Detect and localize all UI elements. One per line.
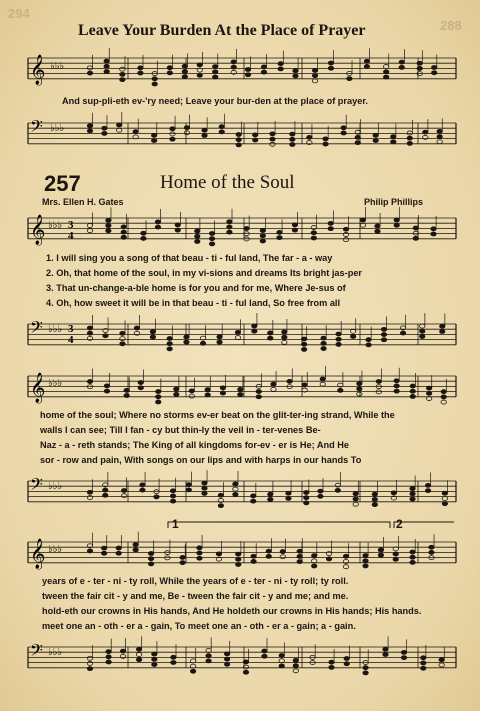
- svg-text:𝄢: 𝄢: [30, 317, 43, 341]
- svg-text:♭♭♭: ♭♭♭: [48, 220, 63, 231]
- svg-text:𝄞: 𝄞: [30, 55, 46, 85]
- verse-line: walls I can see; Till I fan - cy but thin-ly the veil in - ter-venes Be-: [40, 425, 321, 435]
- words-credit: Mrs. Ellen H. Gates: [42, 197, 124, 207]
- svg-text:𝄢: 𝄢: [30, 116, 43, 140]
- system3-bass-staff: [28, 640, 456, 670]
- verse-line: meet one an - oth - er a - gain, To meet one an - oth - er a - gain; a - gain.: [42, 621, 356, 631]
- bleed-number-right: 288: [440, 18, 462, 33]
- svg-text:𝄢: 𝄢: [30, 474, 43, 498]
- verse-line: home of the soul; Where no storms ev-er beat on the glit-ter-ing strand, While the: [40, 410, 395, 420]
- system1-bass-staff: [28, 317, 456, 347]
- hymn-title: Home of the Soul: [160, 172, 295, 193]
- music-credit: Philip Phillips: [364, 197, 424, 207]
- verse-line: years of e - ter - ni - ty roll, While the years of e - ter - ni - ty roll; ty roll.: [42, 576, 349, 586]
- system1-treble-staff: [28, 215, 456, 245]
- previous-hymn-title: Leave Your Burden At the Place of Prayer: [78, 22, 366, 39]
- svg-text:𝄞: 𝄞: [30, 539, 46, 569]
- verse-line: tween the fair cit - y and me, Be - tween the fair cit - y and me; and me.: [42, 591, 349, 601]
- svg-text:3: 3: [68, 323, 74, 335]
- first-ending-mark: 1: [172, 517, 179, 531]
- system2-treble-staff: [28, 373, 456, 403]
- svg-text:4: 4: [68, 334, 74, 346]
- svg-text:♭♭♭: ♭♭♭: [48, 378, 63, 389]
- verse-line: 2. Oh, that home of the soul, in my vi-sions and dreams Its bright jas-per: [46, 268, 362, 278]
- svg-text:♭♭♭: ♭♭♭: [48, 324, 63, 335]
- bleed-number-left: 294: [8, 6, 30, 21]
- svg-text:♭♭♭: ♭♭♭: [50, 123, 65, 134]
- previous-hymn-lyric: And sup-pli-eth ev-'ry need; Leave your bur-den at the place of prayer.: [62, 96, 368, 106]
- verse-line: hold-eth our crowns in His hands, And He holdeth our crowns in His hands; His hands.: [42, 606, 422, 616]
- svg-text:♭♭♭: ♭♭♭: [50, 61, 65, 72]
- svg-text:4: 4: [68, 230, 74, 242]
- hymn-number: 257: [44, 171, 81, 196]
- verse-line: 3. That un-change-a-ble home is for you and for me, Where Je-sus of: [46, 283, 346, 293]
- svg-text:♭♭♭: ♭♭♭: [48, 544, 63, 555]
- svg-text:♭♭♭: ♭♭♭: [48, 647, 63, 658]
- svg-text:♭♭♭: ♭♭♭: [48, 481, 63, 492]
- svg-text:𝄞: 𝄞: [30, 373, 46, 403]
- system2-bass-staff: [28, 474, 456, 504]
- verse-line: Naz - a - reth stands; The King of all kingdoms for-ev - er is He; And He: [40, 440, 350, 450]
- svg-text:𝄢: 𝄢: [30, 640, 43, 664]
- second-ending-mark: 2: [396, 517, 403, 531]
- svg-text:𝄞: 𝄞: [30, 215, 46, 245]
- verse-line: 1. I will sing you a song of that beau - ti - ful land, The far - a - way: [46, 253, 333, 263]
- svg-text:3: 3: [68, 219, 74, 231]
- prev-treble-staff: [28, 55, 456, 85]
- verse-line: sor - row and pain, With songs on our lips and with harps in our hands To: [40, 455, 362, 465]
- system3-treble-staff: [28, 539, 456, 569]
- prev-bass-staff: [28, 116, 456, 146]
- verse-line: 4. Oh, how sweet it will be in that beau - ti - ful land, So free from all: [46, 298, 341, 308]
